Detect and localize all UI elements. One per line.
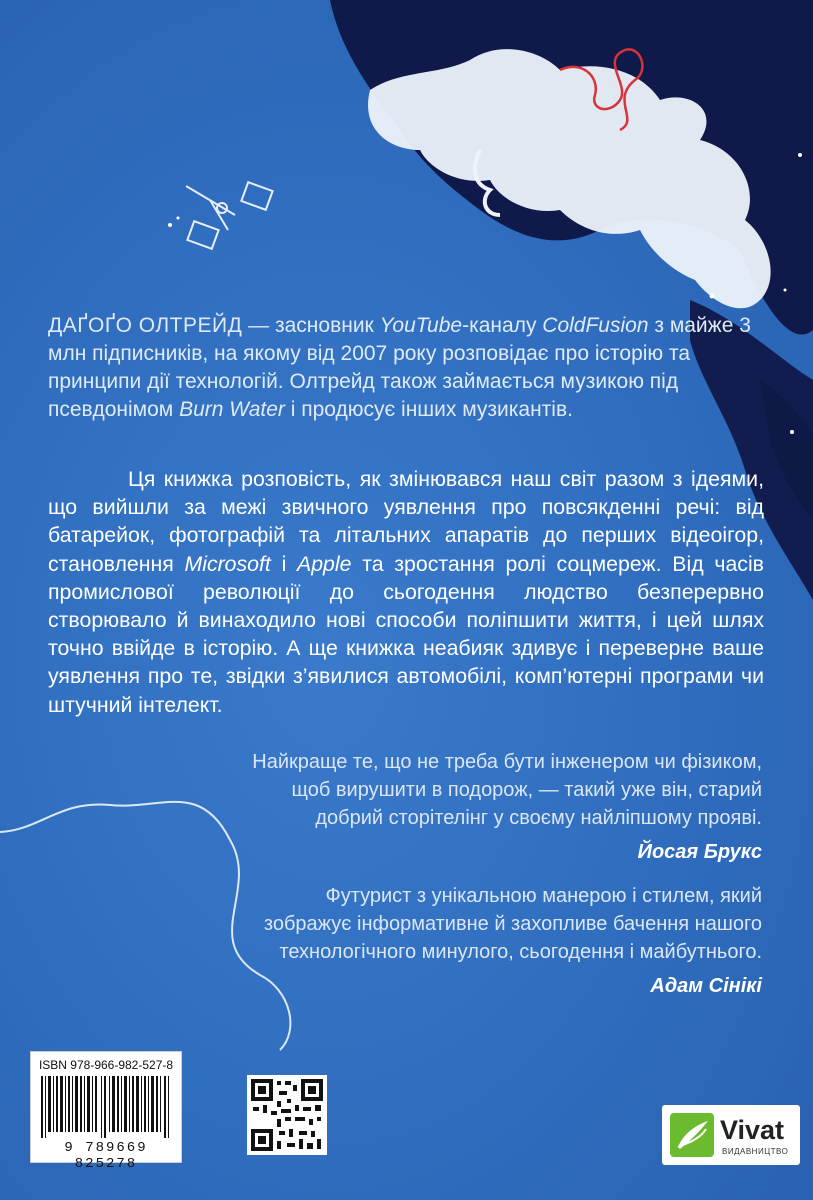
quote-text: Футурист з унікальною манерою і стилем, який зображує інформативне й захопливе бачення нашого технологічного минулого, сьогодення і майбутнього. (263, 885, 762, 963)
description-text: Ця книжка розповість, як змінювався наш світ разом з ідеями, що вийшли за межі звичного уявлення про повсякденні речі: від батарейок, фотографій та літальних апаратів до перших відеоігор, становлення (48, 467, 764, 576)
quote-author: Адам Сінікі (650, 975, 762, 997)
quote-author: Йосая Брукс (637, 841, 762, 863)
wavy-line (0, 802, 290, 1050)
leaf-icon (670, 1113, 714, 1157)
description-text: та зростання ролі соцмереж. Від часів промислової революції до сьогодення людство безперервно створювало й винаходило нові способи поліпшити життя, і цей шлях точно ввійде в історію. А ще книжка неабияк здивує і переверне ваше уявлення про те, звідки з’явилися автомобілі, комп’ютерні програми чи штучний інтелект. (48, 551, 764, 717)
barcode-bars (41, 1076, 171, 1138)
review-quote (250, 882, 762, 1000)
qr-pattern (247, 1075, 327, 1155)
quote-text: Найкраще те, що не треба бути інженером чи фізиком, щоб вирушити в подорож, — такий уже він, старий добрий сторітелінг у своєму найліпшому прояві. (252, 751, 762, 829)
publisher-logo (662, 1105, 800, 1165)
bio-italic: Burn Water (179, 398, 285, 421)
isbn-label: ISBN 978-966-982-527-8 (38, 1058, 174, 1072)
barcode-digits: 9 789669 825278 (64, 1140, 148, 1172)
bio-text: з майже 3 млн підписників, на якому від 2007 року розповідає про історію та принципи дії технологій. Олтрейд також займається музикою під псевдонімом (48, 314, 751, 421)
description-italic: Microsoft (184, 551, 271, 576)
review-quote (250, 748, 762, 866)
author-name: ДАҐОҐО ОЛТРЕЙД (48, 314, 243, 337)
publisher-subtitle: ВИДАВНИЦТВО (722, 1147, 789, 1156)
book-description (48, 465, 764, 719)
bio-italic: YouTube (379, 314, 463, 337)
isbn-barcode (30, 1051, 182, 1172)
bio-text: і продюсує інших музикантів. (284, 398, 573, 421)
description-text: і (270, 551, 297, 576)
bio-text: -каналу (462, 314, 543, 337)
publisher-name: Vivat (720, 1115, 785, 1145)
description-italic: Apple (297, 551, 352, 576)
bio-italic: ColdFusion (542, 314, 649, 337)
author-bio (48, 312, 758, 424)
qr-code (247, 1075, 327, 1155)
satellite-illustration (186, 182, 273, 249)
bio-text: — засновник (242, 314, 380, 337)
